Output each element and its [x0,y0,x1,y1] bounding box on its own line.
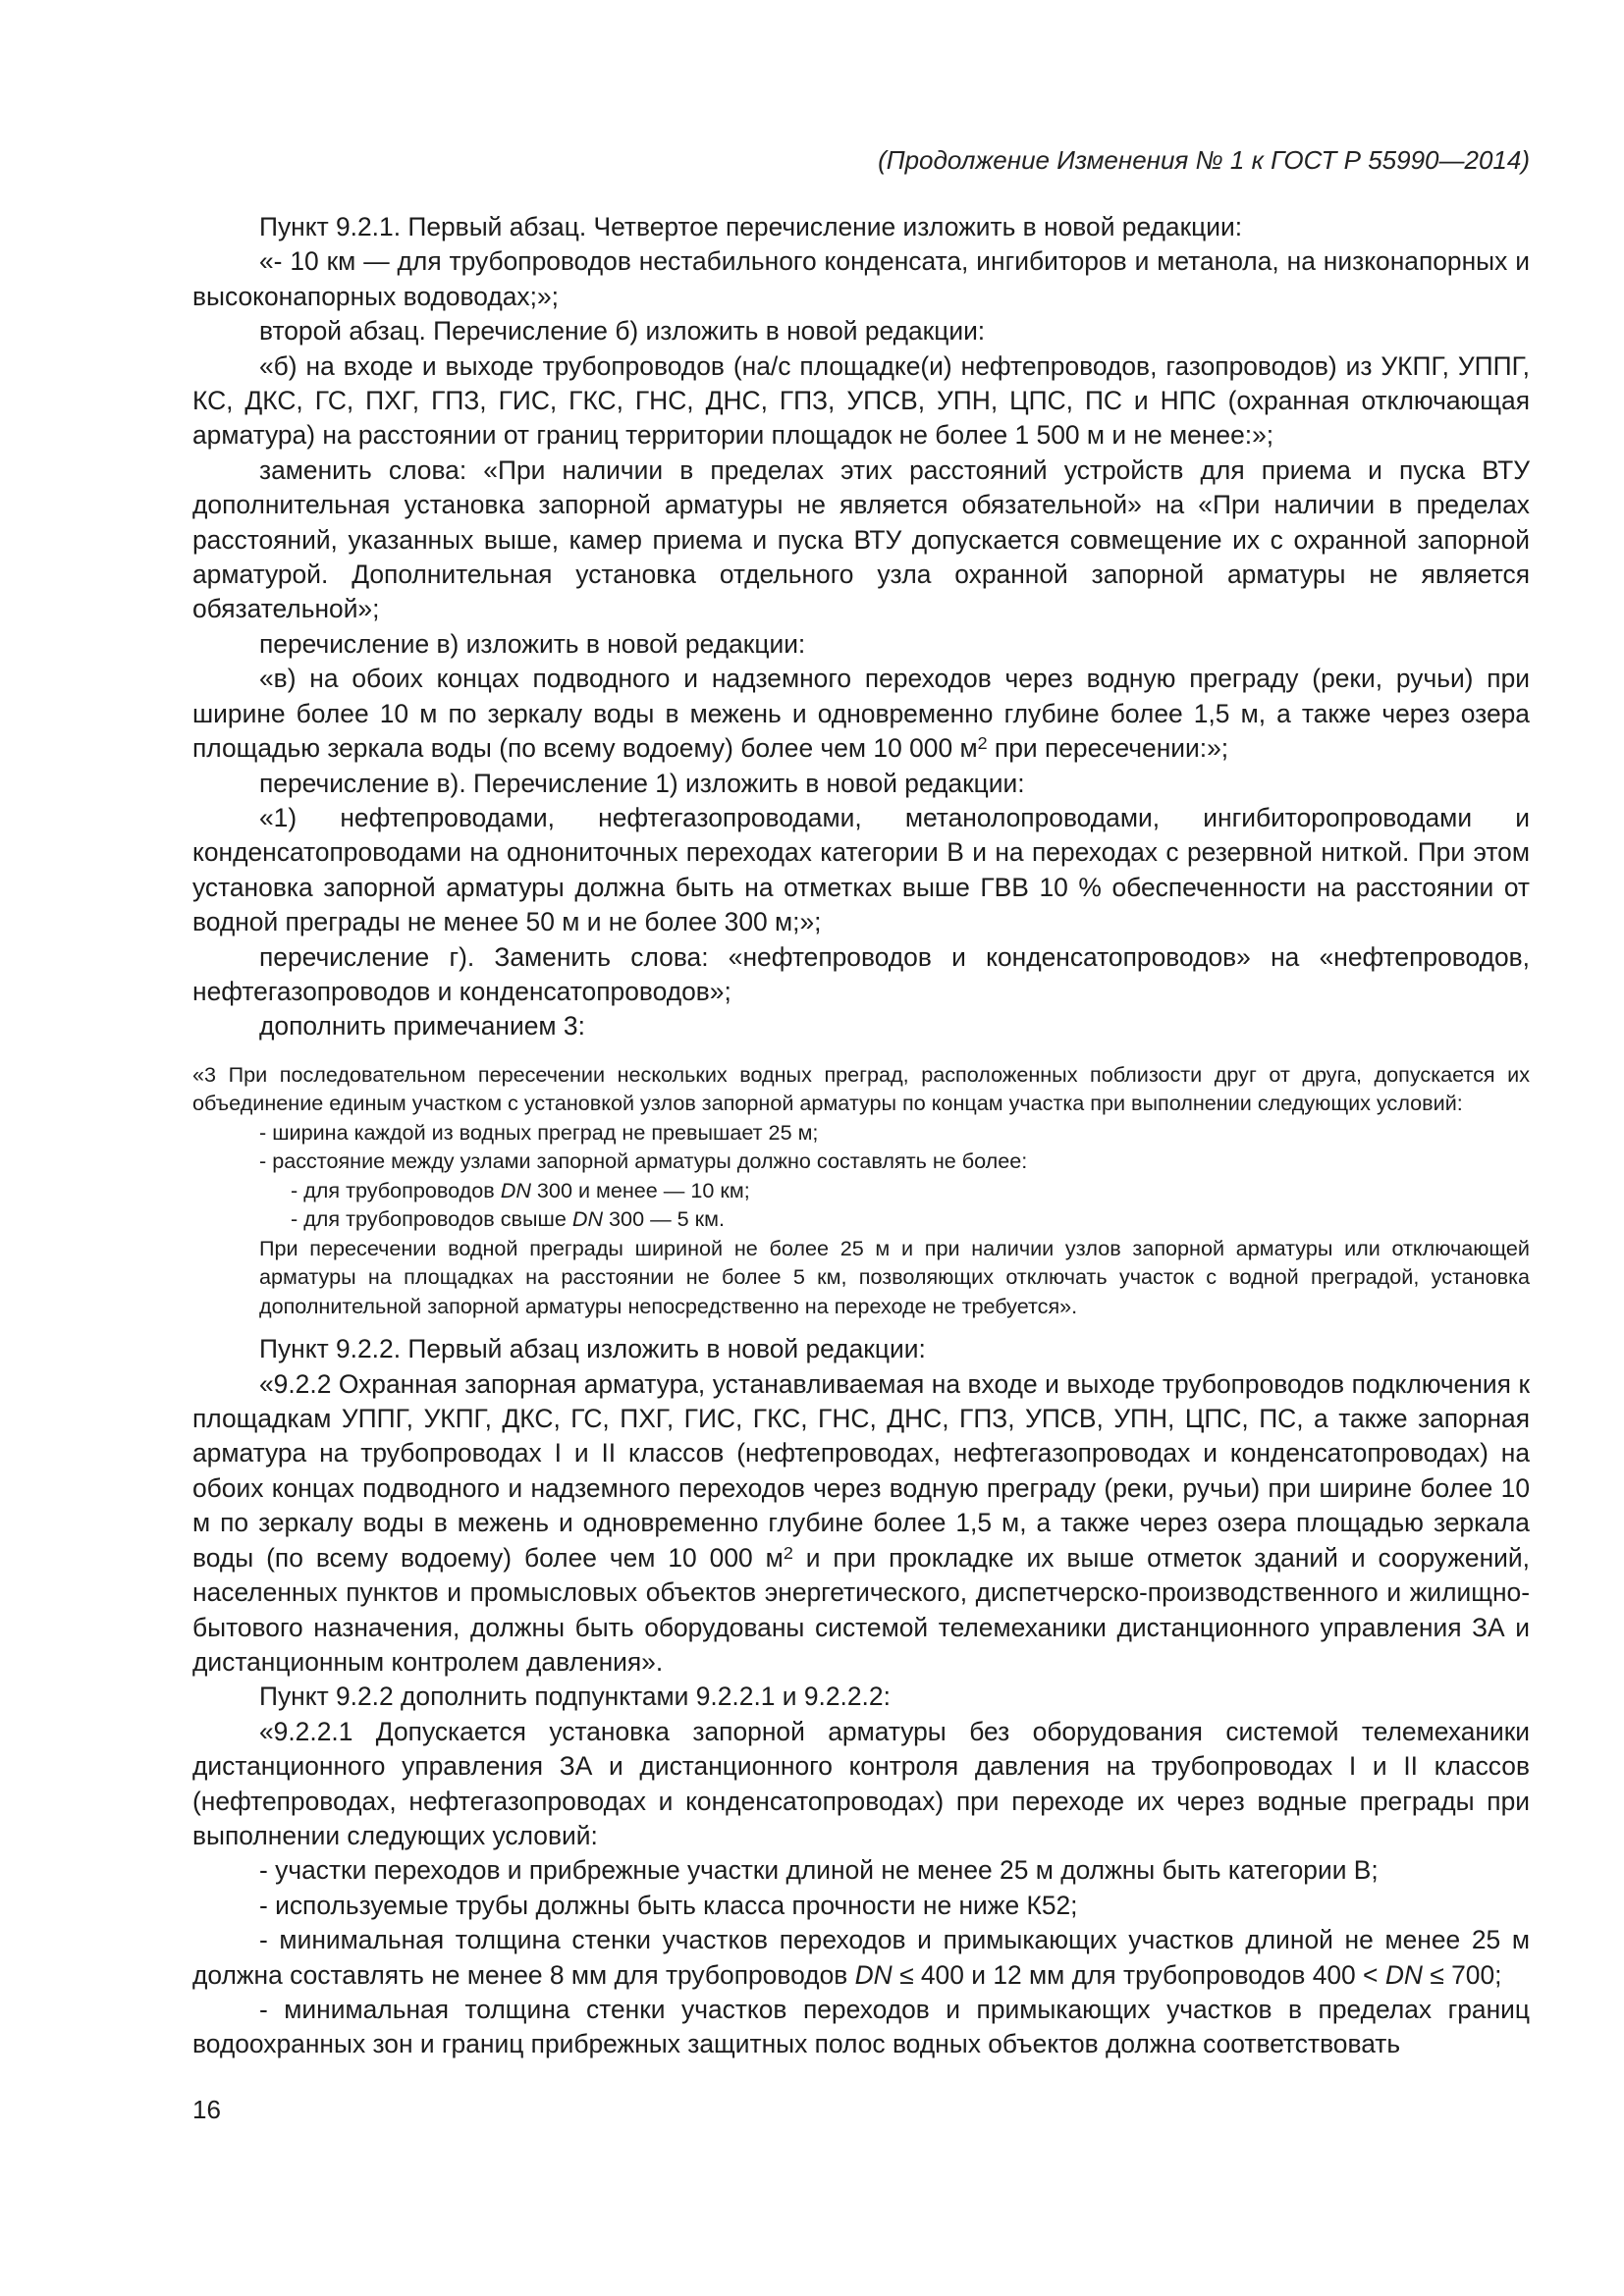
paragraph: - используемые трубы должны быть класса прочности не ниже К52; [259,1890,1078,1920]
note-sub-item [192,1204,1530,1234]
text-run: при пересечении:»; [987,733,1229,764]
paragraph: перечисление в) изложить в новой редакции: [259,628,806,659]
dn-symbol: DN [854,1959,893,1990]
paragraph-922 [192,1367,1530,1681]
text-run: и при прокладке их выше отметок зданий и сооружений, населенных пунктов и промысловых объектов энергетического, диспетчерско-производственного и жилищно-бытового назначения, должны быть оборудованы системой телемеханики дистанционного управления ЗА и дистанционным контролем давления». [192,1542,1530,1677]
page-number: 16 [192,2095,221,2124]
paragraph: - участки переходов и прибрежные участки длиной не менее 25 м должны быть категории В; [259,1855,1379,1886]
paragraph: перечисление г). Заменить слова: «нефтепроводов и конденсатопроводов» на «нефтепроводов, нефтегазопроводов и конденсатопроводов»; [192,941,1530,1006]
paragraph: «9.2.2.1 Допускается установка запорной арматуры без оборудования системой телемеханики дистанционного управления ЗА и дистанционного контроля давления на трубопроводах I и II классов (нефтепроводах, нефтегазопроводах и конденсатопроводах) при переходе их через водные преграды при выполнении следующих условий: [192,1716,1530,1850]
note-list-item: - ширина каждой из водных преград не превышает 25 м; [259,1119,819,1145]
dn-symbol: DN [1384,1959,1423,1990]
paragraph: - минимальная толщина стенки участков переходов и примыкающих участков в пределах границ водоохранных зон и границ прибрежных защитных полос водных объектов должна соответствовать [192,1994,1530,2059]
page-header: (Продолжение Изменения № 1 к ГОСТ Р 55990—2014) [878,145,1530,175]
note-list-item: - расстояние между узлами запорной арматуры должно составлять не более: [259,1148,1028,1174]
note-sub-item [192,1176,1530,1205]
note-closing: При пересечении водной преграды шириной не более 25 м и при наличии узлов запорной арматуры или отключающей арматуры на площадках на расстоянии не более 5 км, позволяющих отключать участок с водной преградой, установка дополнительной запорной арматуры непосредственно на переходе не требуется». [259,1235,1530,1318]
paragraph: «1) нефтепроводами, нефтегазопроводами, метанолопроводами, ингибиторопроводами и конденсатопроводами на однониточных переходах категории В и на переходах с резервной ниткой. При этом установка запорной арматуры должна быть на отметках выше ГВВ 10 % обеспеченности на расстоянии от водной преграды не менее 50 м и не более 300 м;»; [192,802,1530,937]
paragraph-item-v [192,662,1530,766]
text-run: 300 и менее — 10 км; [530,1177,750,1202]
paragraph: перечисление в). Перечисление 1) изложить в новой редакции: [259,768,1025,798]
text-run: - для трубопроводов свыше [291,1206,572,1232]
document-body [192,210,1530,2062]
note-intro: «3 При последовательном пересечении нескольких водных преград, расположенных поблизости друг от друга, допускается их объединение единым участком с установкой узлов запорной арматуры по концам участка при выполнении следующих условий: [192,1061,1530,1116]
paragraph: Пункт 9.2.2 дополнить подпунктами 9.2.2.1 и 9.2.2.2: [259,1682,891,1712]
paragraph-wall-thickness [192,1923,1530,1993]
superscript: 2 [783,1542,793,1563]
text-run: «в) на обоих концах подводного и надземного переходов через водную преграду (реки, ручьи) при ширине более 10 м по зеркалу воды в межень и одновременно глубине более 1,5 м, а также через озера площадью зеркала воды (по всему водоему) более чем 10 000 м [192,664,1530,764]
paragraph: Пункт 9.2.1. Первый абзац. Четвертое перечисление изложить в новой редакции: [259,212,1243,241]
text-run: - для трубопроводов [291,1177,501,1202]
paragraph: второй абзац. Перечисление б) изложить в новой редакции: [259,316,986,347]
paragraph: Пункт 9.2.2. Первый абзац изложить в новой редакции: [259,1334,926,1364]
text-run: «9.2.2 Охранная запорная арматура, устанавливаемая на входе и выходе трубопроводов подключения к площадкам УППГ, УКПГ, ДКС, ГС, ПХГ, ГИС, ГКС, ГНС, ДНС, ГПЗ, УПСВ, УПН, ЦПС, ПС, а также запорная арматура на трубопроводах I и II классов (нефтепроводах, нефтегазопроводах и конденсатопроводах) на обоих концах подводного и надземного переходов через водную преграду (реки, ручьи) при ширине более 10 м по зеркалу воды в межень и одновременно глубине более 1,5 м, а также через озера площадью зеркала воды (по всему водоему) более чем 10 000 м [192,1368,1530,1573]
paragraph: «б) на входе и выходе трубопроводов (на/с площадке(и) нефтепроводов, газопроводов) из УКПГ, УППГ, КС, ДКС, ГС, ПХГ, ГПЗ, ГИС, ГКС, ГНС, ДНС, ГПЗ, УПСВ, УПН, ЦПС, ПС и НПС (охранная отключающая арматура) на расстоянии от границ территории площадок не более 1 500 м и не менее:»; [192,350,1530,451]
dn-symbol: DN [500,1177,531,1202]
text-run: ≤ 400 и 12 мм для трубопроводов 400 < [892,1959,1385,1990]
text-run: 300 — 5 км. [603,1206,725,1232]
dn-symbol: DN [571,1206,604,1232]
superscript: 2 [977,733,988,754]
text-run: ≤ 700; [1422,1959,1502,1990]
paragraph: заменить слова: «При наличии в пределах этих расстояний устройств для приема и пуска ВТУ дополнительная установка запорной арматуры не является обязательной» на «При наличии в пределах расстояний, указанных выше, камер приема и пуска ВТУ допускается совмещение их с охранной запорной арматурой. Дополнительная установка отдельного узла охранной запорной арматуры не является обязательной»; [192,454,1530,624]
text-run: - минимальная толщина стенки участков переходов и примыкающих участков длиной не менее 25 м должна составлять не менее 8 мм для трубопроводов [192,1925,1530,1990]
paragraph: «- 10 км — для трубопроводов нестабильного конденсата, ингибиторов и метанола, на низконапорных и высоконапорных водоводах;»; [192,246,1530,311]
note-block [192,1060,1530,1321]
paragraph: дополнить примечанием 3: [259,1011,585,1041]
